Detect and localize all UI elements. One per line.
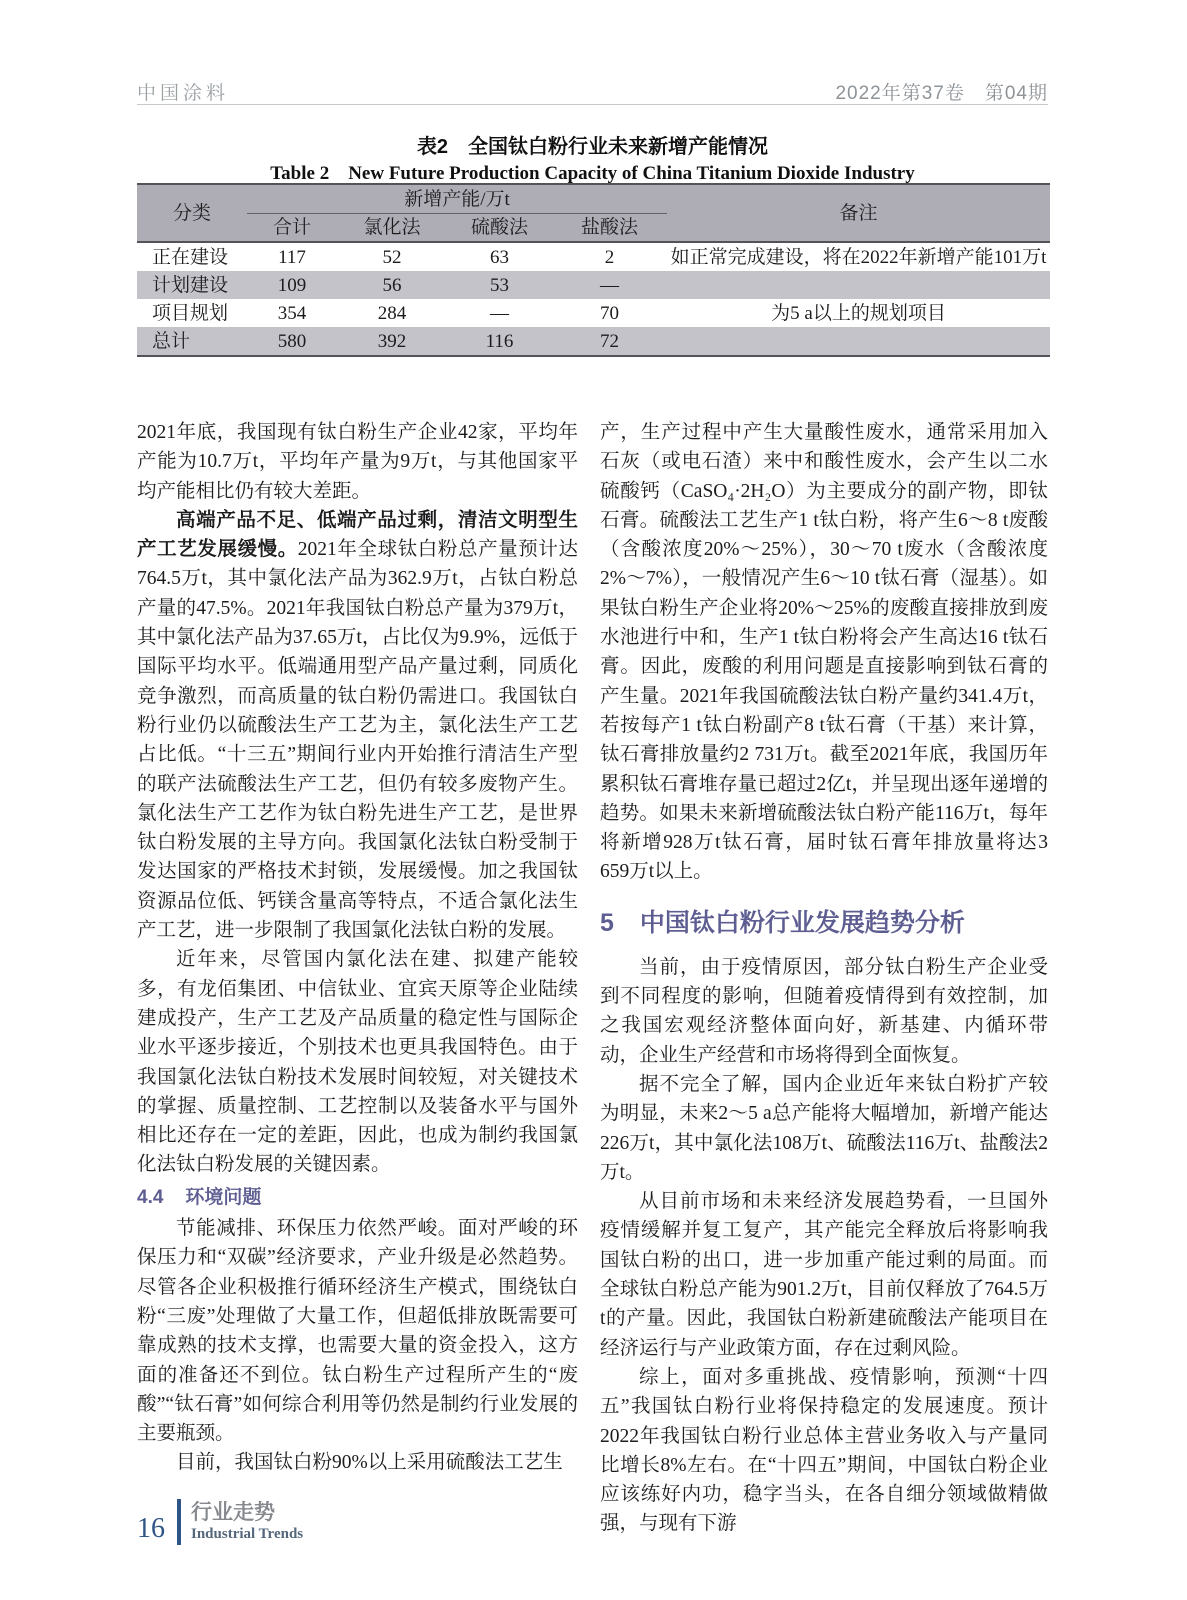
table-header-row-1 [137,184,1050,214]
paragraph: 产，生产过程中产生大量酸性废水，通常采用加入石灰（或电石渣）来中和酸性废水，会产生以二水硫酸钙（CaSO₄·2H₂O）为主要成分的副产物，即钛石膏。硫酸法工艺生产1 t钛白粉，将产生6～8 t废酸（含酸浓度20%～25%），30～70 t废水（含酸浓度2%～7%），一般情况产生6～10 t钛石膏（湿基）。如果钛白粉生产企业将20%～25%的废酸直接排放到废水池进行中和，生产1 t钛白粉将会产生高达16 t钛石膏。因此，废酸的利用问题是直接影响到钛石膏的产生量。2021年我国硫酸法钛白粉产量约341.4万t，若按每产1 t钛白粉副产8 t钛石膏（干基）来计算，钛石膏排放量约2 731万t。截至2021年底，我国历年累积钛石膏堆存量已超过2亿t，并呈现出逐年递增的趋势。如果未来新增硫酸法钛白粉产能116万t，每年将新增928万t钛石膏，届时钛石膏年排放量将达3 659万t以上。 [600,422,1048,883]
subsection-title: 环境问题 [185,1186,262,1208]
subsection-heading [137,1183,578,1212]
col-group-header: 新增产能/万t [247,184,667,214]
cell-remark [667,327,1050,356]
paragraph: 节能减排、环保压力依然严峻。面对严峻的环保压力和“双碳”经济要求，产业升级是必然趋势。尽管各企业积极推行循环经济生产模式，围绕钛白粉“三废”处理做了大量工作，但超低排放既需要可靠成熟的技术支撑，也需要大量的资金投入，这方面的准备还不到位。钛白粉生产过程所产生的“废酸”“钛石膏”如何综合利用等仍然是制约行业发展的主要瓶颈。 [137,1218,578,1445]
cell-total: 109 [277,274,307,296]
paragraph: 据不完全了解，国内企业近年来钛白粉扩产较为明显，未来2～5 a总产能将大幅增加，新增产能达226万t，其中氯化法108万t、硫酸法116万t、盐酸法2万t。 [600,1073,1048,1183]
paragraph [137,506,578,945]
col-header-sulfate: 硫酸法 [447,214,552,243]
page-footer [137,1499,303,1545]
left-column [137,418,578,1478]
paragraph: 近年来，尽管国内氯化法在建、拟建产能较多，有龙佰集团、中信钛业、宜宾天原等企业陆续建成投产，生产工艺及产品质量的稳定性与国际企业水平逐步接近，个别技术也更具我国特色。由于我国氯化法钛白粉技术发展时间较短，对关键技术的掌握、质量控制、工艺控制以及装备水平与国外相比还存在一定的差距，因此，也成为制约我国氯化法钛白粉发展的关键因素。 [137,949,578,1176]
cell-category: 正在建设 [152,246,229,268]
section-heading [600,906,1048,940]
paragraph: 当前，由于疫情原因，部分钛白粉生产企业受到不同程度的影响，但随着疫情得到有效控制，加之我国宏观经济整体面向好，新基建、内循环带动，企业生产经营和市场将得到全面恢复。 [600,956,1048,1066]
col-header-hydrochloric: 盐酸法 [552,214,667,243]
cell-sulfate: — [490,302,509,324]
cell-remark: 如正常完成建设，将在2022年新增产能101万t [670,246,1047,268]
cell-chloride: 52 [382,246,402,268]
journal-name: 中国涂料 [137,83,230,104]
table-row [137,327,1050,356]
issue-info: 2022年第37卷 第04期 [835,83,1048,104]
cell-remark: 为5 a以上的规划项目 [771,302,946,324]
section-title: 中国钛白粉行业发展趋势分析 [639,908,965,937]
cell-sulfate: 53 [490,274,509,296]
page-number: 16 [137,1513,165,1544]
cell-remark [667,271,1050,299]
right-column [600,418,1048,1539]
table-row [137,299,1050,327]
footer-section-cn: 行业走势 [191,1501,275,1524]
table-row [137,242,1050,271]
cell-total: 580 [277,330,307,352]
cell-category: 项目规划 [152,302,229,324]
cell-hydrochloric: 70 [600,302,619,324]
subsection-number: 4.4 [137,1186,164,1208]
col-header-total: 合计 [247,214,337,243]
col-header-chloride: 氯化法 [337,214,447,243]
col-header-remark: 备注 [667,184,1050,242]
cell-hydrochloric: 72 [600,330,619,352]
footer-divider [177,1499,181,1545]
paragraph: 从目前市场和未来经济发展趋势看，一旦国外疫情缓解并复工复产，其产能完全释放后将影响我国钛白粉的出口，进一步加重产能过剩的局面。而全球钛白粉总产能为901.2万t，目前仅释放了764.5万t的产量。因此，我国钛白粉新建硫酸法产能项目在经济运行与产业政策方面，存在过剩风险。 [600,1191,1048,1359]
table-title-cn: 表2 全国钛白粉行业未来新增产能情况 [416,136,769,158]
cell-sulfate: 63 [490,246,509,268]
col-header-category: 分类 [137,184,247,242]
paragraph-text: 2021年全球钛白粉总产量预计达764.5万t，其中氯化法产品为362.9万t，占钛白粉总产量的47.5%。2021年我国钛白粉总产量为379万t，其中氯化法产品为37.65万t，占比仅为9.9%，远低于国际平均水平。低端通用型产品产量过剩，同质化竞争激烈，而高质量的钛白粉仍需进口。我国钛白粉行业仍以硫酸法生产工艺为主，氯化法生产工艺占比低。“十三五”期间行业内开始推行清洁生产型的联产法硫酸法生产工艺，但仍有较多废物产生。氯化法生产工艺作为钛白粉先进生产工艺，是世界钛白粉发展的主导方向。我国氯化法钛白粉受制于发达国家的严格技术封锁，发展缓慢。加之我国钛资源品位低、钙镁含量高等特点，不适合氯化法生产工艺，进一步限制了我国氯化法钛白粉的发展。 [137,539,578,942]
cell-category: 总计 [152,330,191,352]
cell-chloride: 56 [382,274,402,296]
footer-section-en: Industrial Trends [191,1526,304,1542]
bold-lead: 高端产品不足、低端产品过剩，清洁文明型生产工艺发展缓慢。 [137,509,578,561]
cell-category: 计划建设 [152,274,229,296]
cell-sulfate: 116 [485,330,514,352]
cell-chloride: 392 [377,330,407,352]
table-title-en: Table 2 New Future Production Capacity of China Titanium Dioxide Industry [270,163,915,184]
section-number: 5 [600,908,614,937]
paragraph: 2021年底，我国现有钛白粉生产企业42家，平均年产能为10.7万t，平均年产量为9万t，与其他国家平均产能相比仍有较大差距。 [137,422,578,502]
footer-section [191,1501,303,1543]
cell-hydrochloric: — [600,274,619,296]
paragraph: 目前，我国钛白粉90%以上采用硫酸法工艺生 [176,1452,563,1474]
cell-total: 117 [278,246,306,268]
table-row [137,271,1050,299]
cell-total: 354 [277,302,307,324]
paragraph: 综上，面对多重挑战、疫情影响，预测“十四五”我国钛白粉行业将保持稳定的发展速度。预计2022年我国钛白粉行业总体主营业务收入与产量同比增长8%左右。在“十四五”期间，中国钛白粉企业应该练好内功，稳字当头，在各自细分领域做精做强，与现有下游 [600,1366,1048,1535]
capacity-table [137,183,1050,357]
cell-hydrochloric: 2 [604,246,615,268]
header-rule [137,104,1048,105]
cell-chloride: 284 [377,302,407,324]
